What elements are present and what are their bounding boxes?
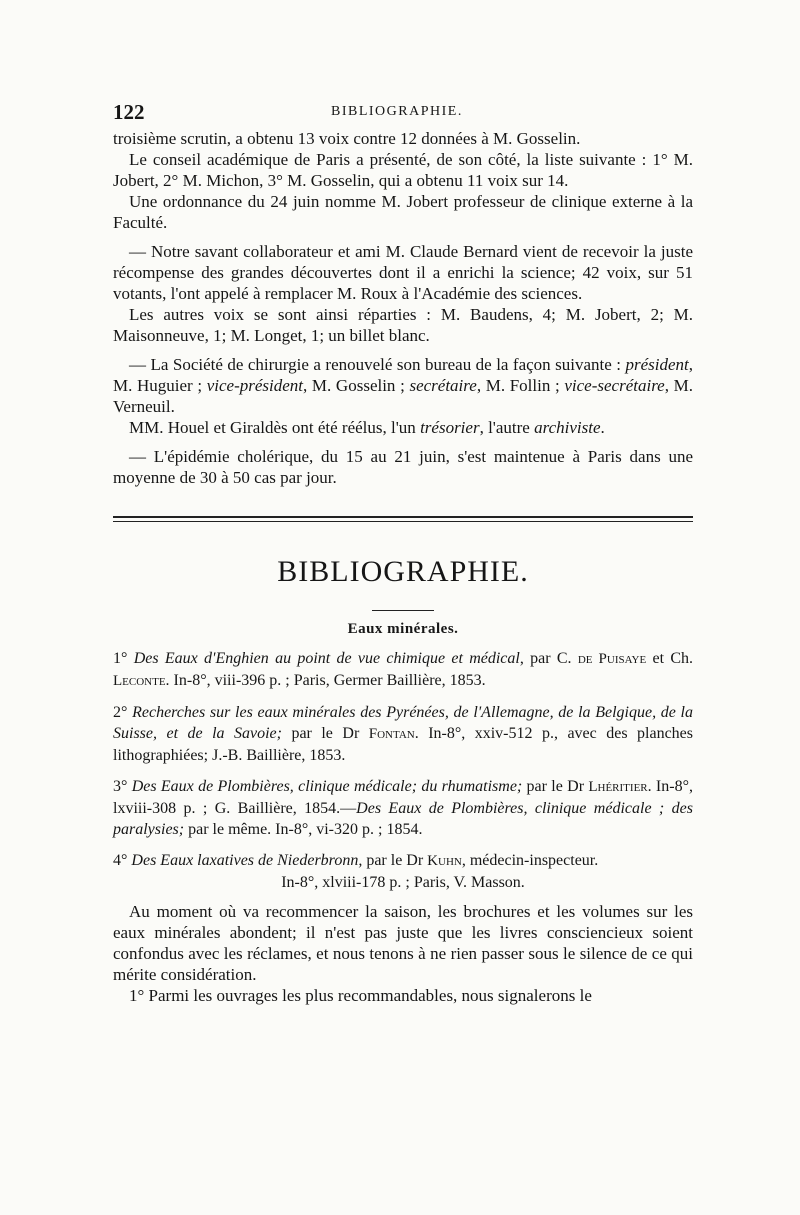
- paragraph: MM. Houel et Giraldès ont été réélus, l'un trésorier, l'autre archiviste.: [129, 418, 605, 437]
- paragraph: — L'épidémie cholérique, du 15 au 21 juin, s'est maintenue à Paris dans une moyenne de 30 à 50 cas par jour.: [113, 447, 693, 487]
- paragraph: Au moment où va recommencer la saison, les brochures et les volumes sur les eaux minérales abondent; il n'est pas juste que les livres consciencieux soient confondus avec les réclames, et nous tenons à ne rien passer sous le silence de ce qui mérite considération.: [113, 902, 693, 984]
- page-header: [113, 100, 693, 128]
- paragraph: Les autres voix se sont ainsi réparties : M. Baudens, 4; M. Jobert, 2; M. Maisonneuve, 1; M. Longet, 1; un billet blanc.: [113, 305, 693, 345]
- page-number: 122: [113, 100, 145, 124]
- section-divider: [113, 516, 693, 522]
- bibliography-entry: 2° Recherches sur les eaux minérales des Pyrénées, de l'Allemagne, de la Belgique, de la Suisse, et de la Savoie; par le Dr Fontan. In-8°, xxiv-512 p., avec des planches lithographiées; J.-B. Baillière, 1853.: [113, 704, 694, 764]
- paragraph: Une ordonnance du 24 juin nomme M. Jobert professeur de clinique externe à la Faculté.: [113, 192, 693, 232]
- paragraph: Le conseil académique de Paris a présenté, de son côté, la liste suivante : 1° M. Jobert, 2° M. Michon, 3° M. Gosselin, qui a obtenu 11 voix sur 14.: [113, 150, 693, 190]
- bibliography-entry: 1° Des Eaux d'Enghien au point de vue chimique et médical, par C. de Puisaye et Ch. Leconte. In-8°, viii-396 p. ; Paris, Germer Baillière, 1853.: [113, 650, 694, 689]
- bibliography-entry: 4° Des Eaux laxatives de Niederbronn, par le Dr Kuhn, médecin-inspecteur. In-8°, xlviii-178 p. ; Paris, V. Masson.: [113, 852, 599, 891]
- page: [113, 100, 693, 1006]
- section-subtitle: Eaux minérales.: [347, 621, 459, 637]
- paragraph: 1° Parmi les ouvrages les plus recommandables, nous signalerons le: [129, 986, 592, 1005]
- running-title: BIBLIOGRAPHIE.: [331, 104, 463, 119]
- paragraph: troisième scrutin, a obtenu 13 voix contre 12 données à M. Gosselin.: [113, 129, 581, 148]
- paragraph: — La Société de chirurgie a renouvelé son bureau de la façon suivante : président, M. Huguier ; vice-président, M. Gosselin ; secrétaire, M. Follin ; vice-secrétaire, M. Verneuil.: [113, 355, 693, 416]
- section-title: BIBLIOGRAPHIE.: [277, 555, 529, 588]
- paragraph: — Notre savant collaborateur et ami M. Claude Bernard vient de recevoir la juste récompense des grandes découvertes dont il a enrichi la science; 42 voix, sur 51 votants, l'ont appelé à remplacer M. Roux à l'Académie des sciences.: [113, 242, 693, 303]
- bibliography-entry: 3° Des Eaux de Plombières, clinique médicale; du rhumatisme; par le Dr Lhéritier. In-8°, lxviii-308 p. ; G. Baillière, 1854.—Des Eaux de Plombières, clinique médicale ; des paralysies; par le même. In-8°, vi-320 p. ; 1854.: [113, 778, 693, 838]
- title-rule: [372, 610, 434, 611]
